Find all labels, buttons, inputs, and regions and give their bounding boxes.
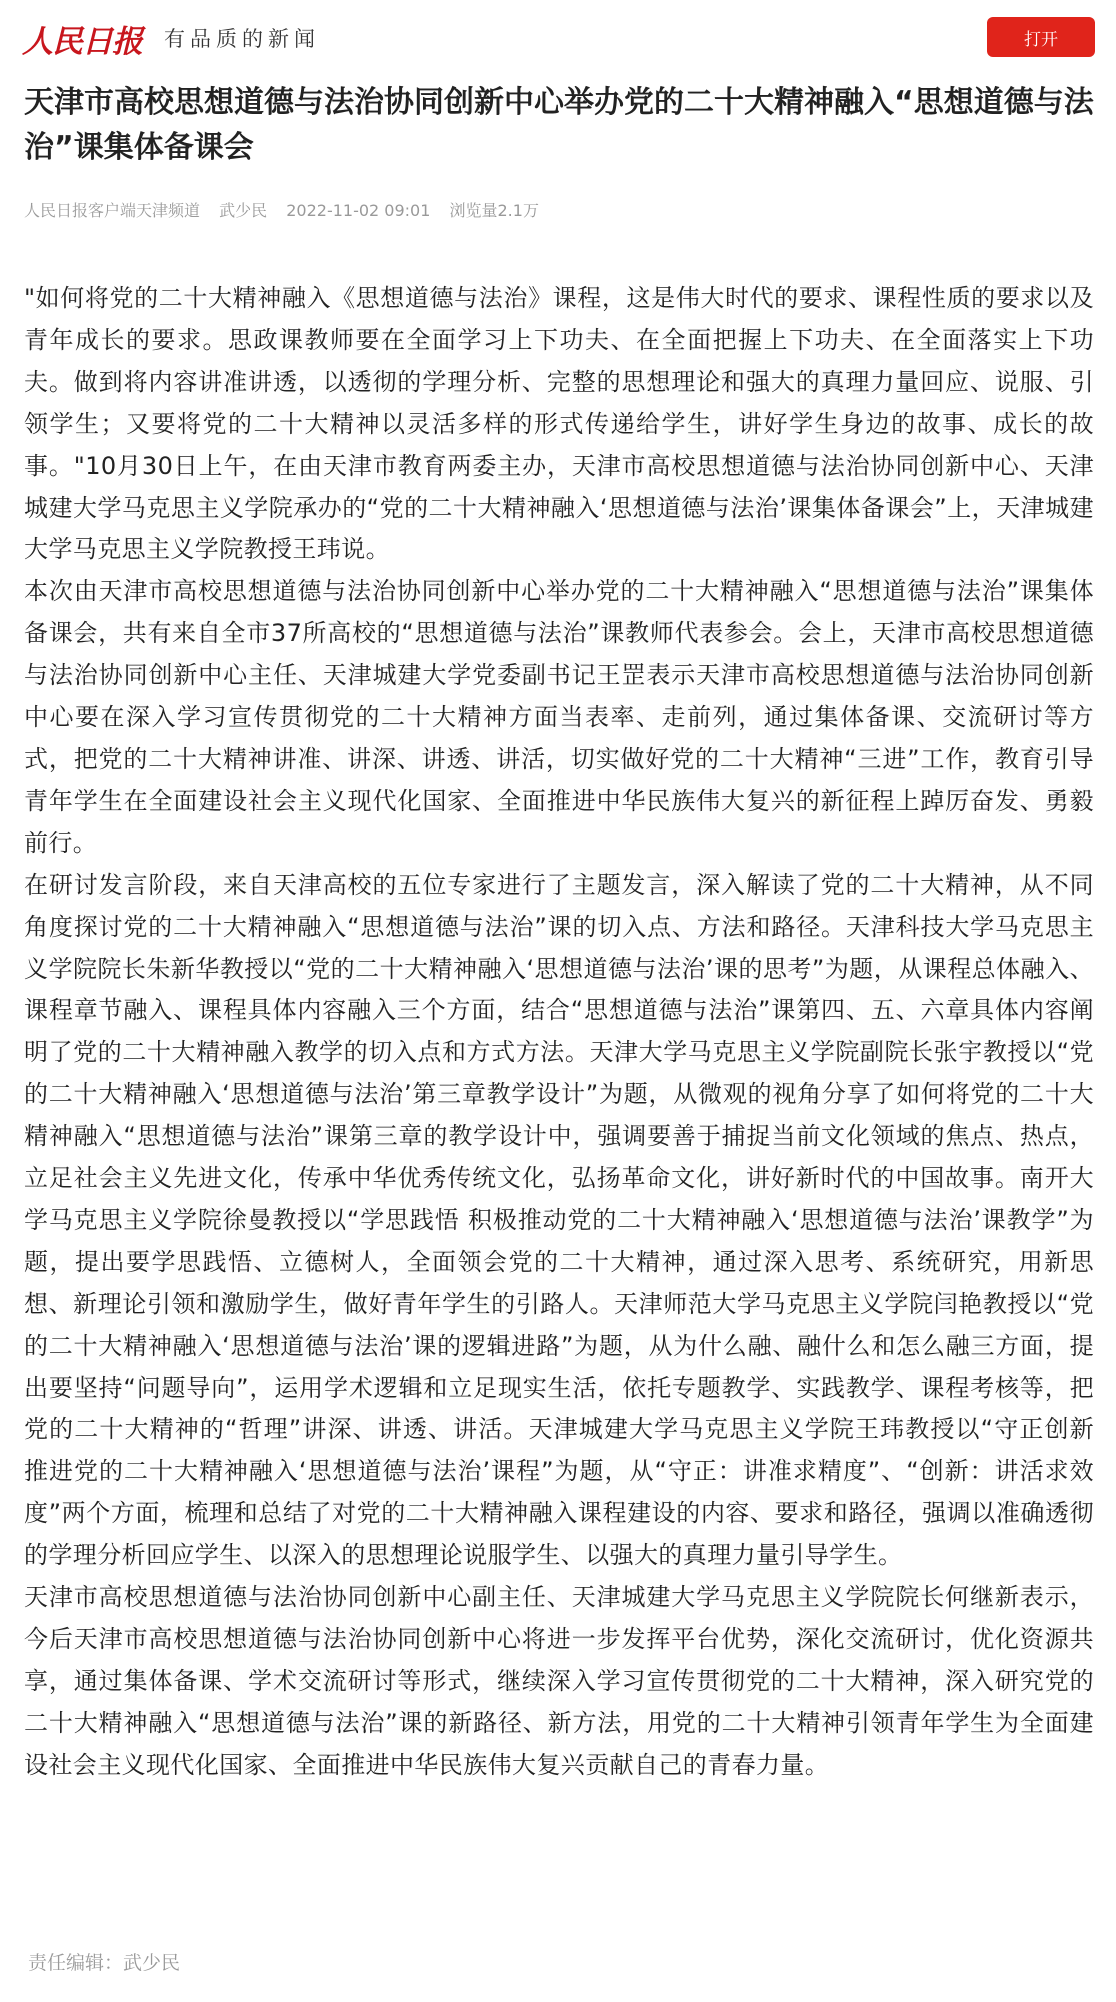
top-bar bbox=[0, 0, 1116, 76]
article-paragraph: "如何将党的二十大精神融入《思想道德与法治》课程，这是伟大时代的要求、课程性质的要求以及青年成长的要求。思政课教师要在全面学习上下功夫、在全面把握上下功夫、在全面落实上下功夫。做到将内容讲准讲透，以透彻的学理分析、完整的思想理论和强大的真理力量回应、说服、引领学生；又要将党的二十大精神以灵活多样的形式传递给学生，讲好学生身边的故事、成长的故事。"10月30日上午，在由天津市教育两委主办，天津市高校思想道德与法治协同创新中心、天津城建大学马克思主义学院承办的“党的二十大精神融入‘思想道德与法治’课集体备课会”上，天津城建大学马克思主义学院教授王玮说。 bbox=[24, 284, 1094, 564]
article-datetime: 2022-11-02 09:01 bbox=[286, 201, 431, 220]
open-app-button[interactable]: 打开 bbox=[987, 17, 1095, 57]
article-body bbox=[24, 278, 1094, 1787]
article-views: 浏览量2.1万 bbox=[449, 201, 539, 220]
article-title: 天津市高校思想道德与法治协同创新中心举办党的二十大精神融入“思想道德与法治”课集体备课会 bbox=[24, 85, 1094, 165]
article-source: 人民日报客户端天津频道 bbox=[24, 201, 201, 220]
article-paragraph: 本次由天津市高校思想道德与法治协同创新中心举办党的二十大精神融入“思想道德与法治”课集体备课会，共有来自全市37所高校的“思想道德与法治”课教师代表参会。会上，天津市高校思想道德与法治协同创新中心主任、天津城建大学党委副书记王罡表示天津市高校思想道德与法治协同创新中心要在深入学习宣传贯彻党的二十大精神方面当表率、走前列，通过集体备课、交流研讨等方式，把党的二十大精神讲准、讲深、讲透、讲活，切实做好党的二十大精神“三进”工作，教育引导青年学生在全面建设社会主义现代化国家、全面推进中华民族伟大复兴的新征程上踔厉奋发、勇毅前行。 bbox=[24, 577, 1094, 857]
article-paragraph: 天津市高校思想道德与法治协同创新中心副主任、天津城建大学马克思主义学院院长何继新表示，今后天津市高校思想道德与法治协同创新中心将进一步发挥平台优势，深化交流研讨，优化资源共享，通过集体备课、学术交流研讨等形式，继续深入学习宣传贯彻党的二十大精神，深入研究党的二十大精神融入“思想道德与法治”课的新路径、新方法，用党的二十大精神引领青年学生为全面建设社会主义现代化国家、全面推进中华民族伟大复兴贡献自己的青春力量。 bbox=[24, 1583, 1094, 1779]
article-meta bbox=[24, 198, 1094, 221]
responsible-editor: 责任编辑：武少民 bbox=[28, 1952, 181, 1974]
peoples-daily-logo[interactable]: 人民日报 bbox=[22, 23, 142, 60]
slogan: 有品质的新闻 bbox=[164, 27, 320, 51]
brand bbox=[22, 14, 320, 62]
article-paragraph: 在研讨发言阶段，来自天津高校的五位专家进行了主题发言，深入解读了党的二十大精神，从不同角度探讨党的二十大精神融入“思想道德与法治”课的切入点、方法和路径。天津科技大学马克思主义学院院长朱新华教授以“党的二十大精神融入‘思想道德与法治’课的思考”为题，从课程总体融入、课程章节融入、课程具体内容融入三个方面，结合“思想道德与法治”课第四、五、六章具体内容阐明了党的二十大精神融入教学的切入点和方式方法。天津大学马克思主义学院副院长张宇教授以“党的二十大精神融入‘思想道德与法治’第三章教学设计”为题，从微观的视角分享了如何将党的二十大精神融入“思想道德与法治”课第三章的教学设计中，强调要善于捕捉当前文化领域的焦点、热点，立足社会主义先进文化，传承中华优秀传统文化，弘扬革命文化，讲好新时代的中国故事。南开大学马克思主义学院徐曼教授以“学思践悟 积极推动党的二十大精神融入‘思想道德与法治’课教学”为题，提出要学思践悟、立德树人，全面领会党的二十大精神，通过深入思考、系统研究，用新思想、新理论引领和激励学生，做好青年学生的引路人。天津师范大学马克思主义学院闫艳教授以“党的二十大精神融入‘思想道德与法治’课的逻辑进路”为题，从为什么融、融什么和怎么融三方面，提出要坚持“问题导向”，运用学术逻辑和立足现实生活，依托专题教学、实践教学、课程考核等，把党的二十大精神的“哲理”讲深、讲透、讲活。天津城建大学马克思主义学院王玮教授以“守正创新 推进党的二十大精神融入‘思想道德与法治’课程”为题，从“守正：讲准求精度”、“创新：讲活求效度”两个方面，梳理和总结了对党的二十大精神融入课程建设的内容、要求和路径，强调以准确透彻的学理分析回应学生、以深入的思想理论说服学生、以强大的真理力量引导学生。 bbox=[24, 870, 1094, 1570]
article-author: 武少民 bbox=[219, 201, 268, 220]
